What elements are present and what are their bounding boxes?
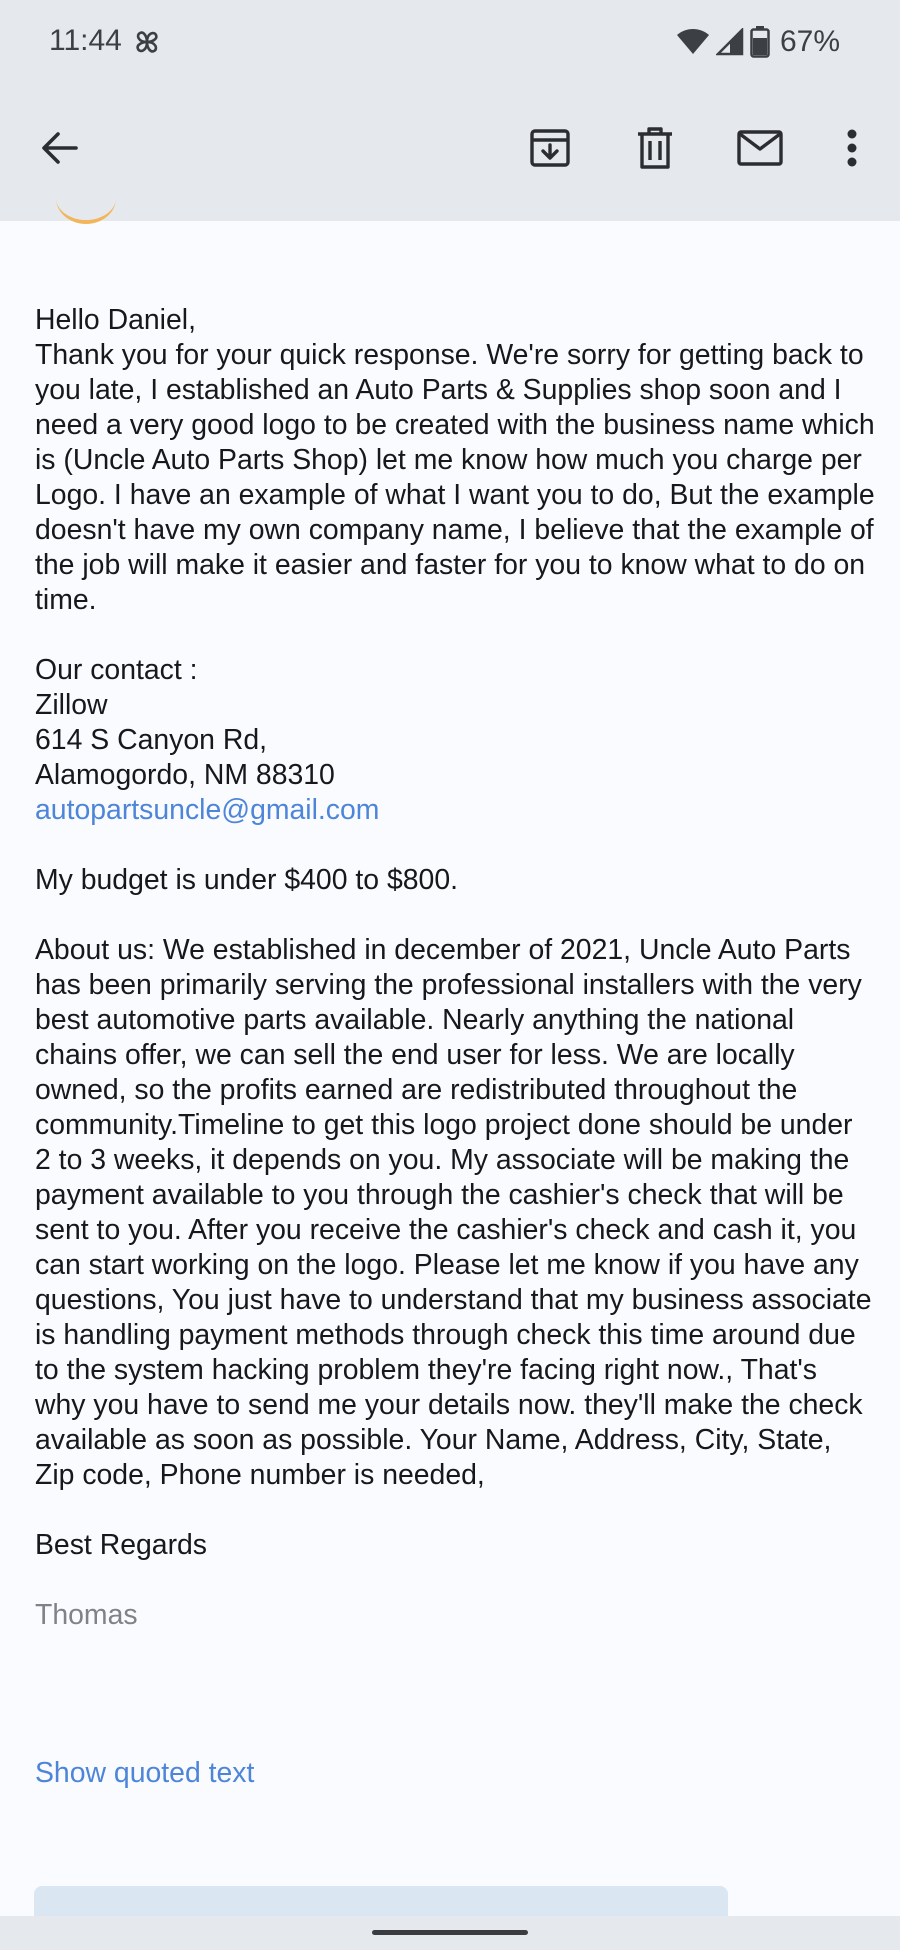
email-toolbar	[0, 84, 900, 221]
arrow-back-icon	[40, 128, 80, 173]
show-quoted-text-link[interactable]: Show quoted text	[35, 1757, 255, 1789]
home-indicator[interactable]	[372, 1930, 528, 1935]
battery-icon	[750, 26, 770, 58]
contact-street: 614 S Canyon Rd,	[35, 724, 268, 756]
closing-text: Best Regards	[35, 1529, 208, 1561]
greeting: Hello Daniel,	[35, 304, 196, 336]
mail-icon	[737, 130, 783, 171]
sender-avatar[interactable]	[56, 172, 116, 224]
more-options-button[interactable]	[820, 118, 884, 182]
mark-unread-button[interactable]	[728, 118, 792, 182]
trash-icon	[636, 126, 674, 175]
budget-text: My budget is under $400 to $800.	[35, 864, 459, 896]
more-vertical-icon	[846, 128, 858, 173]
email-body	[35, 221, 875, 1633]
archive-button[interactable]	[518, 118, 582, 182]
signature: Thomas	[35, 1599, 138, 1631]
intro-paragraph: Thank you for your quick response. We're sorry for getting back to you late, I established an Auto Parts & Supplies shop soon and I need a very good logo to be created with the business name which is (Uncle Auto Parts Shop) let me know how much you charge per Logo. I have an example of what I want you to do, But the example doesn't have my own company name, I believe that the example of the job will make it easier and faster for you to know what to do on time.	[35, 339, 875, 616]
wifi-icon	[676, 28, 710, 56]
pinwheel-icon	[130, 25, 164, 59]
status-right-group	[676, 24, 840, 60]
delete-button[interactable]	[623, 118, 687, 182]
status-bar	[0, 0, 900, 84]
contact-email-link[interactable]: autopartsuncle@gmail.com	[35, 794, 380, 826]
contact-city: Alamogordo, NM 88310	[35, 759, 335, 791]
about-paragraph: About us: We established in december of 2021, Uncle Auto Parts has been primarily serving the professional installers with the very best automotive parts available. Nearly anything the national chains offer, we can sell the end user for less. We are locally owned, so the profits earned are redistributed throughout the community.Timeline to get this logo project done should be under 2 to 3 weeks, it depends on you. My associate will be making the payment available to you through the cashier's check that will be sent to you. After you receive the cashier's check and cash it, you can start working on the logo. Please let me know if you have any questions, You just have to understand that my business associate is handling payment methods through check this time around due to the system hacking problem they're facing right now., That's why you have to send me your details now. they'll make the check available as soon as possible. Your Name, Address, City, State, Zip code, Phone number is needed,	[35, 934, 872, 1491]
contact-heading: Our contact :	[35, 654, 198, 686]
battery-percent: 67%	[779, 25, 840, 58]
status-time: 11:44	[49, 24, 122, 57]
archive-icon	[529, 127, 571, 174]
contact-name: Zillow	[35, 689, 108, 721]
email-message	[35, 303, 875, 1633]
cell-signal-icon	[716, 28, 744, 56]
